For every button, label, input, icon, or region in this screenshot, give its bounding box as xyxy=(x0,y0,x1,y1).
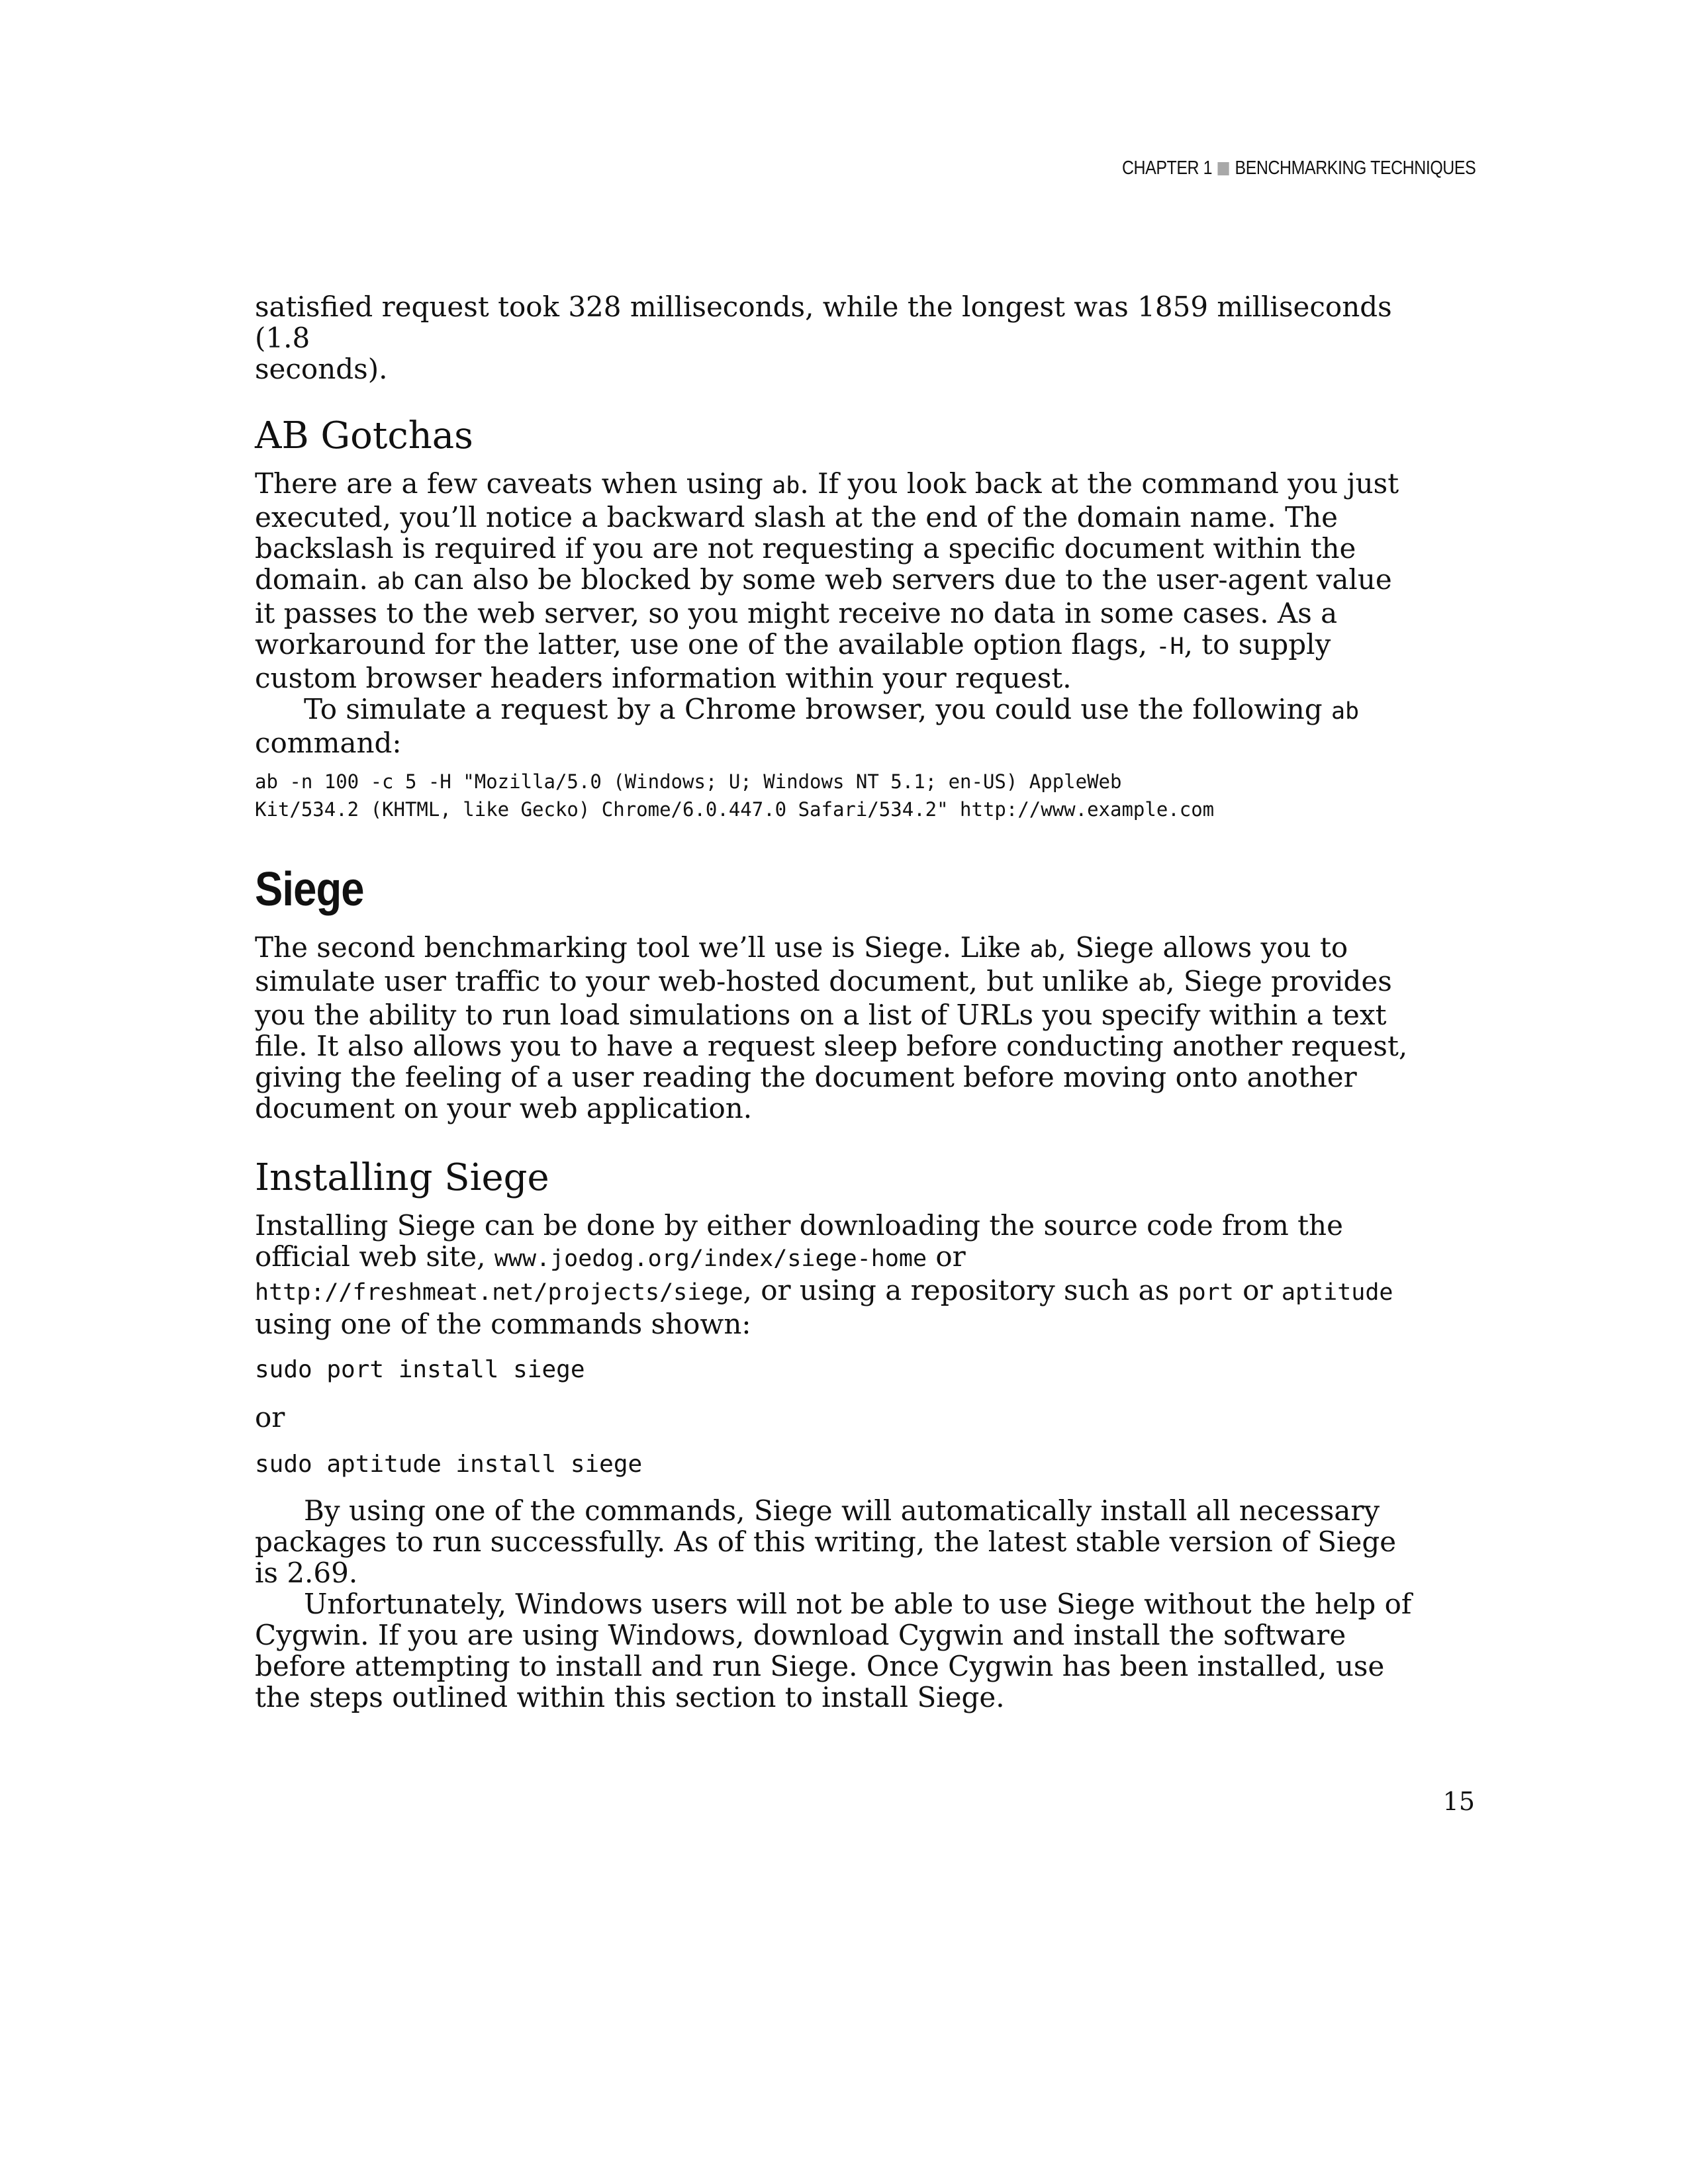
page-number: 15 xyxy=(1442,1787,1475,1816)
intro-paragraph xyxy=(255,291,1413,385)
installing-paragraph-2: By using one of the commands, Siege will automatically install all necessary packages to run successfully. As of this writing, the latest stable version of Siege is 2.69. xyxy=(255,1494,1397,1589)
separator-square-icon xyxy=(1217,162,1229,175)
page-content xyxy=(255,291,1413,1713)
installing-paragraph-1: Installing Siege can be done by either downloading the source code from the official web site, www.joedog.org/index/siege-home or http://freshmeat.net/projects/siege, or using a repository such as port or aptitude using one of the commands shown: xyxy=(255,1209,1393,1340)
installing-paragraph-3: Unfortunately, Windows users will not be able to use Siege without the help of Cygwin. If you are using Windows, download Cygwin and install the software before attempting to install and run Siege. Once Cygwin has been installed, use the steps outlined within this section to install Siege. xyxy=(255,1588,1412,1713)
or-text: or xyxy=(255,1401,285,1433)
aptitude-install-command: sudo aptitude install siege xyxy=(255,1451,643,1478)
ab-gotchas-heading: AB Gotchas xyxy=(255,414,473,457)
code-line-2: Kit/534.2 (KHTML, like Gecko) Chrome/6.0.447.0 Safari/534.2" http://www.example.com xyxy=(255,798,1215,821)
installing-siege-heading: Installing Siege xyxy=(255,1156,549,1199)
port-install-command: sudo port install siege xyxy=(255,1356,585,1383)
chapter-title: BENCHMARKING TECHNIQUES xyxy=(1235,158,1476,179)
chapter-label: CHAPTER 1 xyxy=(1121,158,1212,179)
chrome-ab-command-code xyxy=(255,768,1413,823)
intro-line-2: seconds). xyxy=(255,353,388,385)
intro-line-1: satisfied request took 328 milliseconds, while the longest was 1859 milliseconds (1.8 xyxy=(255,291,1392,354)
running-header xyxy=(1122,158,1476,179)
siege-paragraph-1: The second benchmarking tool we’ll use is Siege. Like ab, Siege allows you to simulate user traffic to your web-hosted document, but unlike ab, Siege provides you the ability to run load simulations on a list of URLs you specify within a text file. It also allows you to have a request sleep before conducting another request, giving the feeling of a user reading the document before moving onto another document on your web application. xyxy=(255,931,1408,1124)
siege-heading: Siege xyxy=(255,863,364,916)
ab-gotchas-paragraph-1: There are a few caveats when using ab. If you look back at the command you just executed, you’ll notice a backward slash at the end of the domain name. The backslash is required if you are not requesting a specific document within the domain. ab can also be blocked by some web servers due to the user-agent value it passes to the web server, so you might receive no data in some cases. As a workaround for the latter, use one of the available option flags, -H, to supply custom browser headers information within your request. xyxy=(255,467,1399,694)
code-line-1: ab -n 100 -c 5 -H "Mozilla/5.0 (Windows; U; Windows NT 5.1; en-US) AppleWeb xyxy=(255,770,1122,793)
ab-gotchas-paragraph-2: To simulate a request by a Chrome browser, you could use the following ab command: xyxy=(255,693,1360,759)
